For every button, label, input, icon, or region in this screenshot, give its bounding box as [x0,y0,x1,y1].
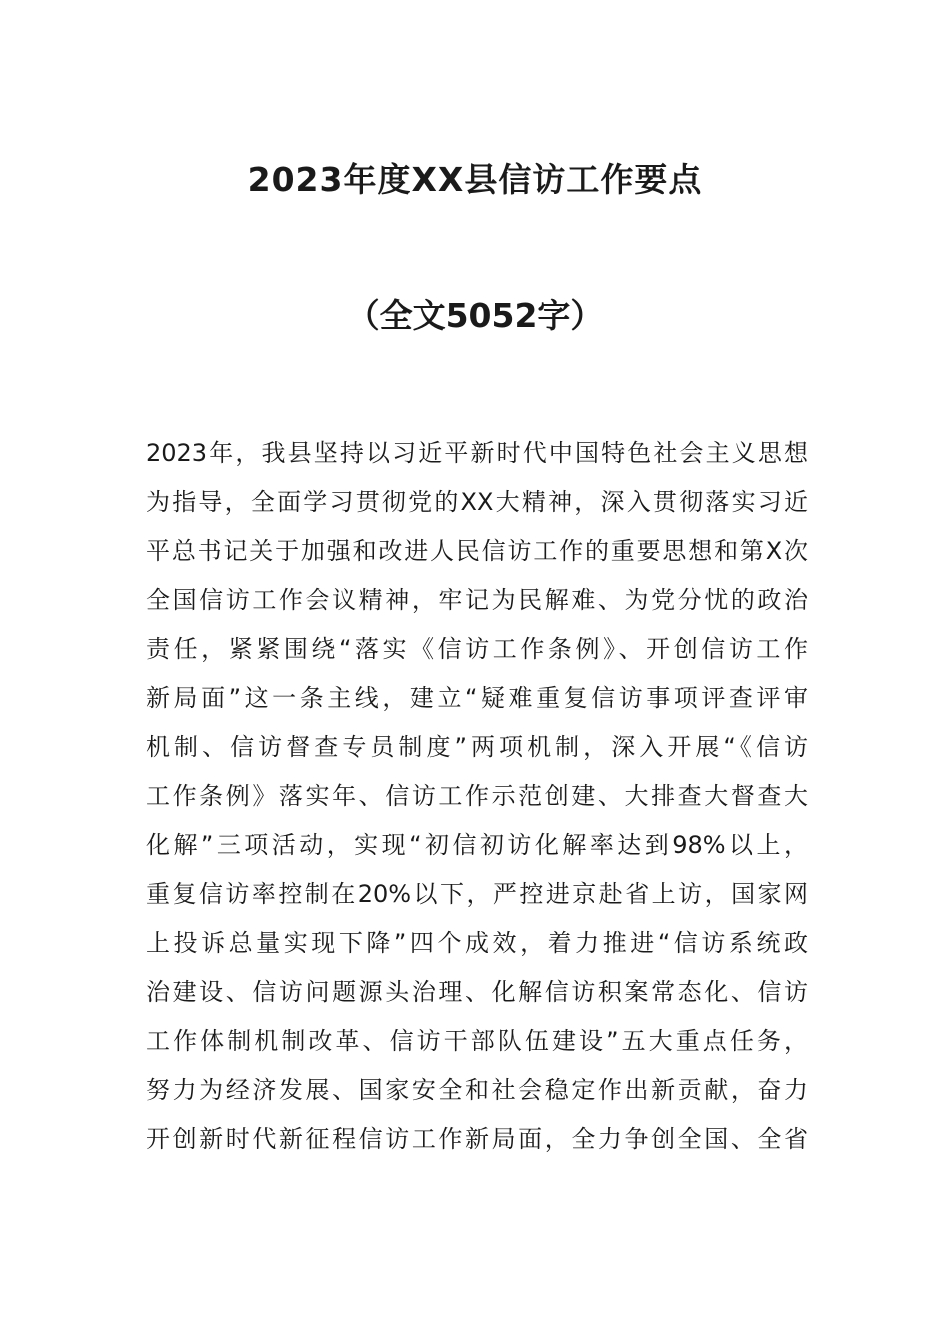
paragraph-line: 化解”三项活动，实现“初信初访化解率达到98%以上， [146,831,808,859]
paragraph-line: 努力为经济发展、国家安全和社会稳定作出新贡献，奋力 [146,1076,808,1104]
paragraph-line: 责任，紧紧围绕“落实《信访工作条例》、开创信访工作 [146,635,808,663]
paragraph-line: 工作体制机制改革、信访干部队伍建设”五大重点任务， [146,1027,808,1055]
document-subtitle: （全文5052字） [346,296,604,335]
document-title: 2023年度XX县信访工作要点 [247,160,703,199]
paragraph-line: 工作条例》落实年、信访工作示范创建、大排查大督查大 [146,782,808,810]
paragraph-line: 全国信访工作会议精神，牢记为民解难、为党分忧的政治 [146,586,808,614]
paragraph-line: 开创新时代新征程信访工作新局面，全力争创全国、全省 [146,1125,808,1153]
paragraph-line: 2023年，我县坚持以习近平新时代中国特色社会主义思想 [146,439,808,467]
paragraph-line: 机制、信访督查专员制度”两项机制，深入开展“《信访 [146,733,808,761]
paragraph-line: 平总书记关于加强和改进人民信访工作的重要思想和第X次 [146,537,808,565]
paragraph-line: 新局面”这一条主线，建立“疑难重复信访事项评查评审 [146,684,808,712]
body-paragraph [146,432,808,1167]
paragraph-line: 治建设、信访问题源头治理、化解信访积案常态化、信访 [146,978,808,1006]
paragraph-line: 重复信访率控制在20%以下，严控进京赴省上访，国家网 [146,880,808,908]
paragraph-line: 为指导，全面学习贯彻党的XX大精神，深入贯彻落实习近 [146,488,808,516]
paragraph-line: 上投诉总量实现下降”四个成效，着力推进“信访系统政 [146,929,808,957]
